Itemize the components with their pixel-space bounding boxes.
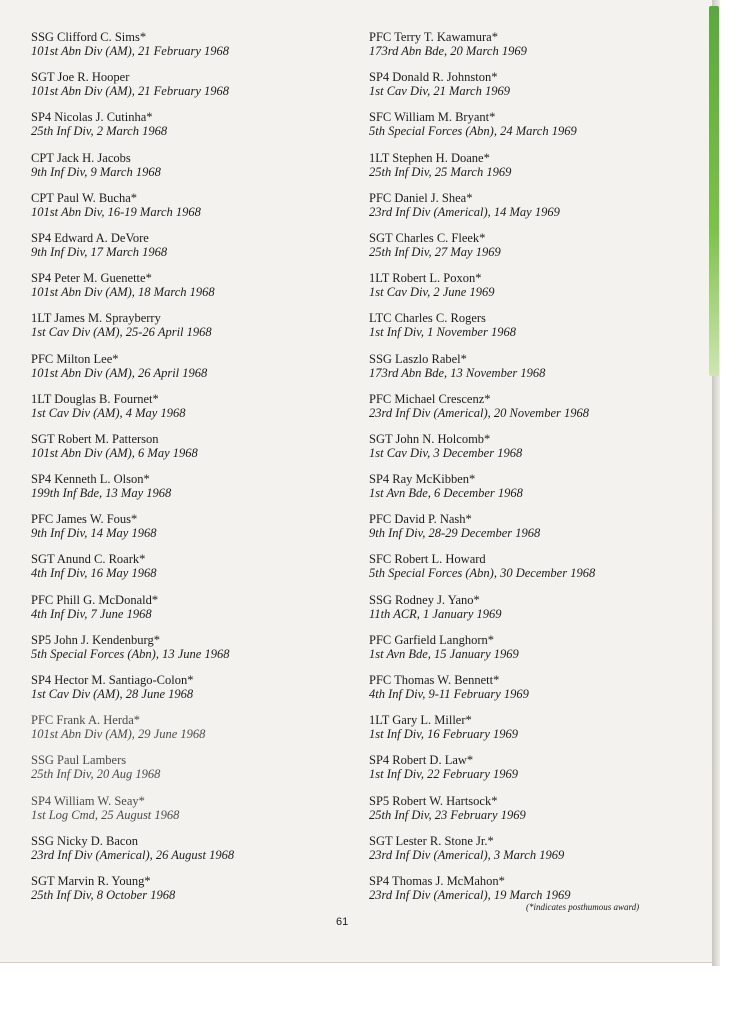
recipient-name: 1LT Douglas B. Fournet* bbox=[31, 391, 159, 406]
recipient-name: SP4 Thomas J. McMahon* bbox=[369, 873, 505, 888]
unit-and-date: 101st Abn Div (AM), 21 February 1968 bbox=[31, 44, 230, 58]
unit-and-date: 23rd Inf Div (Americal), 26 August 1968 bbox=[31, 847, 235, 862]
unit-and-date: 173rd Abn Bde, 13 November 1968 bbox=[369, 365, 546, 380]
list-item bbox=[31, 673, 351, 713]
list-item bbox=[369, 30, 689, 70]
list-item bbox=[369, 673, 689, 713]
list-item bbox=[31, 834, 351, 874]
unit-and-date: 25th Inf Div, 8 October 1968 bbox=[31, 887, 176, 902]
list-item bbox=[31, 30, 351, 70]
list-item bbox=[369, 70, 689, 110]
list-item bbox=[31, 633, 351, 673]
recipient-name: SGT Lester R. Stone Jr.* bbox=[369, 833, 494, 848]
unit-and-date: 173rd Abn Bde, 20 March 1969 bbox=[369, 44, 527, 58]
unit-and-date: 1st Cav Div, 2 June 1969 bbox=[369, 285, 495, 300]
unit-and-date: 23rd Inf Div (Americal), 14 May 1969 bbox=[369, 204, 560, 219]
unit-and-date: 5th Special Forces (Abn), 24 March 1969 bbox=[369, 124, 577, 139]
unit-and-date: 9th Inf Div, 14 May 1968 bbox=[31, 526, 157, 541]
recipient-name: 1LT Stephen H. Doane* bbox=[369, 150, 490, 165]
posthumous-footnote: (*indicates posthumous award) bbox=[526, 902, 640, 912]
unit-and-date: 23rd Inf Div (Americal), 19 March 1969 bbox=[369, 887, 571, 902]
left-column bbox=[31, 30, 351, 914]
list-item bbox=[369, 110, 689, 150]
list-item bbox=[31, 713, 351, 753]
recipient-name: SP4 Nicolas J. Cutinha* bbox=[31, 110, 153, 125]
unit-and-date: 1st Inf Div, 1 November 1968 bbox=[369, 325, 516, 340]
recipient-name: SSG Rodney J. Yano* bbox=[369, 592, 480, 607]
list-item bbox=[31, 191, 351, 231]
list-item bbox=[31, 432, 351, 472]
cover-edge-green bbox=[709, 6, 719, 376]
recipient-name: SSG Nicky D. Bacon bbox=[31, 833, 138, 848]
unit-and-date: 1st Cav Div, 3 December 1968 bbox=[369, 445, 523, 460]
recipient-name: SP4 Hector M. Santiago-Colon* bbox=[31, 673, 194, 687]
unit-and-date: 4th Inf Div, 9-11 February 1969 bbox=[369, 687, 529, 701]
list-item bbox=[31, 593, 351, 633]
list-item bbox=[369, 432, 689, 472]
recipient-name: CPT Jack H. Jacobs bbox=[31, 150, 131, 165]
list-item bbox=[31, 753, 351, 793]
recipient-name: 1LT James M. Sprayberry bbox=[31, 311, 161, 326]
unit-and-date: 25th Inf Div, 25 March 1969 bbox=[369, 164, 512, 179]
recipient-name: PFC Michael Crescenz* bbox=[369, 391, 491, 406]
unit-and-date: 4th Inf Div, 7 June 1968 bbox=[31, 606, 152, 621]
unit-and-date: 25th Inf Div, 23 February 1969 bbox=[369, 807, 526, 822]
list-item bbox=[31, 311, 351, 351]
recipient-name: PFC Thomas W. Bennett* bbox=[369, 673, 500, 687]
recipient-name: SP4 Edward A. DeVore bbox=[31, 230, 149, 245]
unit-and-date: 25th Inf Div, 27 May 1969 bbox=[369, 244, 501, 259]
recipient-name: PFC Phill G. McDonald* bbox=[31, 592, 159, 607]
unit-and-date: 1st Cav Div (AM), 25-26 April 1968 bbox=[31, 325, 212, 340]
list-item bbox=[369, 311, 689, 351]
list-item bbox=[369, 834, 689, 874]
unit-and-date: 4th Inf Div, 16 May 1968 bbox=[31, 566, 157, 581]
recipient-name: PFC Milton Lee* bbox=[31, 351, 119, 366]
unit-and-date: 9th Inf Div, 9 March 1968 bbox=[31, 164, 161, 179]
recipient-name: SGT Robert M. Patterson bbox=[31, 431, 159, 446]
recipient-name: 1LT Gary L. Miller* bbox=[369, 713, 472, 728]
list-item bbox=[31, 231, 351, 271]
list-item bbox=[31, 392, 351, 432]
unit-and-date: 1st Cav Div (AM), 28 June 1968 bbox=[31, 687, 194, 701]
recipient-name: PFC Daniel J. Shea* bbox=[369, 190, 473, 205]
recipient-name: SP4 Kenneth L. Olson* bbox=[31, 472, 150, 487]
list-item bbox=[31, 472, 351, 512]
unit-and-date: 199th Inf Bde, 13 May 1968 bbox=[31, 486, 172, 501]
recipient-name: SGT Marvin R. Young* bbox=[31, 873, 151, 888]
list-item bbox=[31, 552, 351, 592]
list-item bbox=[369, 271, 689, 311]
recipient-name: SSG Paul Lambers bbox=[31, 753, 127, 768]
recipient-name: SP4 Peter M. Guenette* bbox=[31, 271, 152, 286]
unit-and-date: 101st Abn Div (AM), 29 June 1968 bbox=[31, 727, 206, 742]
list-item bbox=[369, 151, 689, 191]
list-item bbox=[369, 713, 689, 753]
list-item bbox=[31, 794, 351, 834]
recipient-name: PFC Garfield Langhorn* bbox=[369, 632, 494, 647]
recipient-name: SSG Laszlo Rabel* bbox=[369, 351, 467, 366]
recipient-name: LTC Charles C. Rogers bbox=[369, 311, 486, 326]
recipient-name: PFC Frank A. Herda* bbox=[31, 713, 141, 728]
list-item bbox=[31, 271, 351, 311]
recipient-name: SP5 John J. Kendenburg* bbox=[31, 632, 160, 647]
unit-and-date: 101st Abn Div (AM), 6 May 1968 bbox=[31, 445, 198, 460]
unit-and-date: 1st Inf Div, 16 February 1969 bbox=[369, 727, 519, 742]
list-item bbox=[31, 151, 351, 191]
unit-and-date: 101st Abn Div (AM), 26 April 1968 bbox=[31, 365, 208, 380]
unit-and-date: 23rd Inf Div (Americal), 20 November 1968 bbox=[369, 405, 589, 420]
list-item bbox=[31, 70, 351, 110]
recipient-name: SP4 Donald R. Johnston* bbox=[369, 70, 498, 85]
unit-and-date: 9th Inf Div, 17 March 1968 bbox=[31, 244, 168, 259]
list-item bbox=[369, 593, 689, 633]
unit-and-date: 1st Avn Bde, 15 January 1969 bbox=[369, 646, 519, 661]
unit-and-date: 23rd Inf Div (Americal), 3 March 1969 bbox=[369, 847, 565, 862]
unit-and-date: 1st Avn Bde, 6 December 1968 bbox=[369, 486, 523, 501]
list-item bbox=[31, 352, 351, 392]
recipient-name: CPT Paul W. Bucha* bbox=[31, 190, 138, 205]
unit-and-date: 1st Inf Div, 22 February 1969 bbox=[369, 767, 519, 782]
recipient-name: SFC Robert L. Howard bbox=[369, 552, 486, 567]
unit-and-date: 5th Special Forces (Abn), 13 June 1968 bbox=[31, 646, 230, 661]
recipient-name: PFC Terry T. Kawamura* bbox=[369, 30, 498, 44]
list-item bbox=[369, 753, 689, 793]
list-item bbox=[31, 110, 351, 150]
unit-and-date: 1st Log Cmd, 25 August 1968 bbox=[31, 807, 180, 822]
list-item bbox=[369, 633, 689, 673]
list-item bbox=[31, 874, 351, 914]
unit-and-date: 101st Abn Div, 16-19 March 1968 bbox=[31, 204, 201, 219]
recipient-name: SGT Joe R. Hooper bbox=[31, 70, 130, 85]
page-number: 61 bbox=[336, 916, 349, 928]
unit-and-date: 5th Special Forces (Abn), 30 December 1968 bbox=[369, 566, 596, 581]
list-item bbox=[369, 352, 689, 392]
recipient-name: PFC James W. Fous* bbox=[31, 512, 138, 527]
recipient-name: SP5 Robert W. Hartsock* bbox=[369, 793, 498, 808]
unit-and-date: 9th Inf Div, 28-29 December 1968 bbox=[369, 526, 541, 541]
unit-and-date: 1st Cav Div (AM), 4 May 1968 bbox=[31, 405, 186, 420]
unit-and-date: 101st Abn Div (AM), 18 March 1968 bbox=[31, 285, 215, 300]
list-item bbox=[369, 191, 689, 231]
recipient-name: SP4 William W. Seay* bbox=[31, 793, 145, 808]
recipient-name: SGT Charles C. Fleek* bbox=[369, 230, 486, 245]
recipient-name: SGT John N. Holcomb* bbox=[369, 431, 491, 446]
list-item bbox=[31, 512, 351, 552]
list-item bbox=[369, 231, 689, 271]
recipient-name: PFC David P. Nash* bbox=[369, 512, 472, 527]
recipient-name: 1LT Robert L. Poxon* bbox=[369, 271, 482, 286]
recipient-name: SP4 Robert D. Law* bbox=[369, 753, 474, 768]
recipient-name: SGT Anund C. Roark* bbox=[31, 552, 146, 567]
unit-and-date: 11th ACR, 1 January 1969 bbox=[369, 606, 502, 621]
list-item bbox=[369, 512, 689, 552]
list-item bbox=[369, 472, 689, 512]
list-item bbox=[369, 794, 689, 834]
unit-and-date: 25th Inf Div, 2 March 1968 bbox=[31, 124, 168, 139]
unit-and-date: 25th Inf Div, 20 Aug 1968 bbox=[31, 767, 161, 782]
right-column bbox=[369, 30, 689, 914]
list-item bbox=[369, 392, 689, 432]
list-item bbox=[369, 552, 689, 592]
recipient-name: SFC William M. Bryant* bbox=[369, 110, 496, 125]
recipient-name: SSG Clifford C. Sims* bbox=[31, 30, 147, 44]
unit-and-date: 1st Cav Div, 21 March 1969 bbox=[369, 84, 510, 99]
unit-and-date: 101st Abn Div (AM), 21 February 1968 bbox=[31, 84, 230, 99]
recipient-name: SP4 Ray McKibben* bbox=[369, 472, 476, 487]
